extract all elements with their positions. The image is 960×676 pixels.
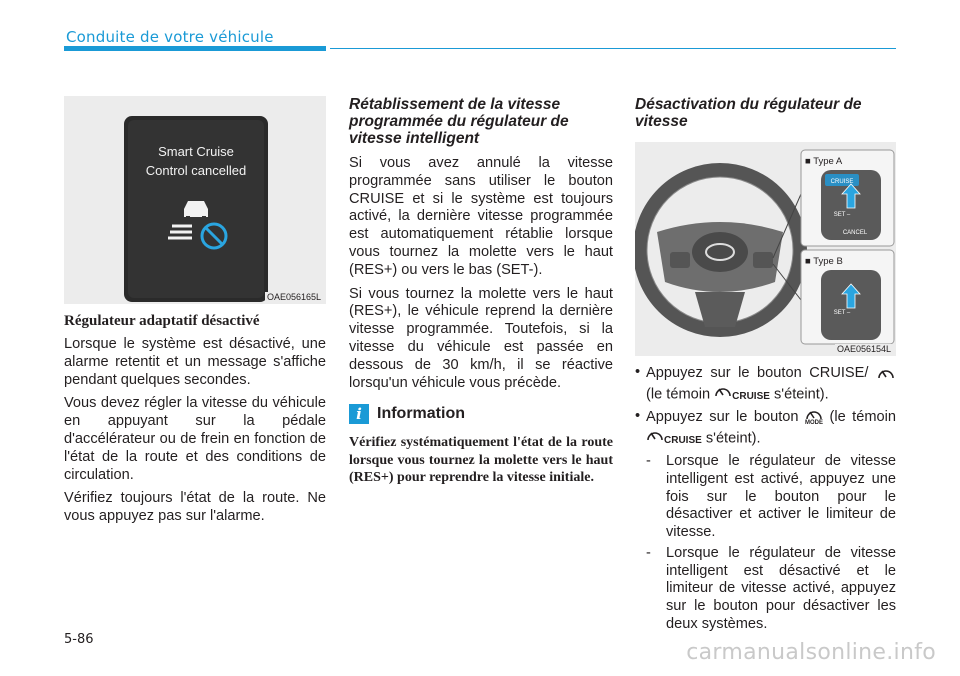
paragraph: Vérifiez toujours l'état de la route. Ne vous appuyez pas sur l'alarme. (64, 490, 326, 525)
paragraph: Vous devez régler la vitesse du véhicule en appuyant sur la pédale d'accélérateur ou de frein en fonction de l'état de la route et des conditions de circulation. (64, 395, 326, 483)
cluster-display-figure (64, 96, 326, 304)
column-right (635, 96, 896, 637)
mode-button-icon: MODE (805, 408, 823, 426)
figure-code: OAE056154L (836, 344, 891, 354)
heading-restore-speed: Rétablissement de la vitesse programmée du régulateur de vitesse intelligent (349, 96, 569, 147)
info-icon: i (349, 404, 369, 424)
cancel-button-label: CANCEL (842, 230, 868, 236)
heading-deactivation: Désactivation du régulateur de vitesse (635, 96, 862, 130)
sub-item: - Lorsque le régulateur de vitesse intelligent est activé, appuyez une fois sur le bouton pour le désactiver et activer le limiteur de vitesse. (646, 452, 896, 541)
information-title: Information (377, 405, 465, 423)
header-rule-thick (64, 46, 326, 51)
type-a-label: ■ Type A (805, 156, 843, 167)
paragraph: Si vous avez annulé la vitesse programmée sans utiliser le bouton CRUISE et si le système est toujours activé, la dernière vitesse programmée est automatiquement rétablie lorsque vous tournez la molette vers le haut (RES+) ou vers le bas (SET-). (349, 155, 613, 278)
cruise-speedometer-icon (876, 364, 896, 382)
steering-wheel-illustration (635, 142, 896, 356)
figure-code: OAE056165L (266, 292, 321, 302)
cruise-indicator-icon: CRUISE (714, 383, 770, 406)
set-button-label-b: SET – (833, 310, 851, 316)
type-b-label: ■ Type B (805, 256, 843, 267)
cluster-display-illustration (64, 96, 326, 304)
column-left (64, 96, 326, 532)
sub-item: - Lorsque le régulateur de vitesse intelligent est désactivé et le limiteur de vitesse activé, appuyez sur le bouton pour désactiver les deux systèmes. (646, 544, 896, 633)
display-line2: Control cancelled (145, 163, 247, 178)
watermark: carmanualsonline.info (686, 640, 936, 665)
instruction-list (635, 364, 896, 450)
page-number: 5-86 (64, 632, 94, 647)
list-item: • Appuyez sur le bouton CRUISE/ (le témoin CRUISE s'éteint). (635, 364, 896, 405)
type-a-inset (801, 150, 894, 246)
steering-wheel-figure (635, 142, 896, 356)
paragraph: Lorsque le système est désactivé, une alarme retentit et un message s'affiche pendant quelques secondes. (64, 336, 326, 388)
display-line1: Smart Cruise (158, 144, 234, 159)
cruise-indicator-icon: CRUISE (646, 427, 702, 450)
column-middle (349, 96, 613, 486)
heading-adaptive-off: Régulateur adaptatif désactivé (64, 313, 260, 329)
paragraph: Si vous tournez la molette vers le haut (RES+), le véhicule reprend la dernière vitesse programmée. Toutefois, si la vitesse du véhicule est passée en dessous de 30 km/h, il se réactive lorsqu'un véhicule vous précède. (349, 285, 613, 391)
header-rule-thin (330, 48, 896, 49)
information-header (349, 404, 613, 424)
information-text: Vérifiez systématiquement l'état de la route lorsque vous tournez la molette vers le haut (RES+) pour reprendre la vitesse initiale. (349, 435, 613, 485)
type-b-inset (801, 250, 894, 344)
list-item: • Appuyez sur le bouton MODE (le témoin CRUISE s'éteint). (635, 408, 896, 449)
section-title: Conduite de votre véhicule (66, 28, 274, 46)
cruise-button-label: CRUISE (830, 179, 854, 185)
set-button-label: SET – (833, 212, 851, 218)
